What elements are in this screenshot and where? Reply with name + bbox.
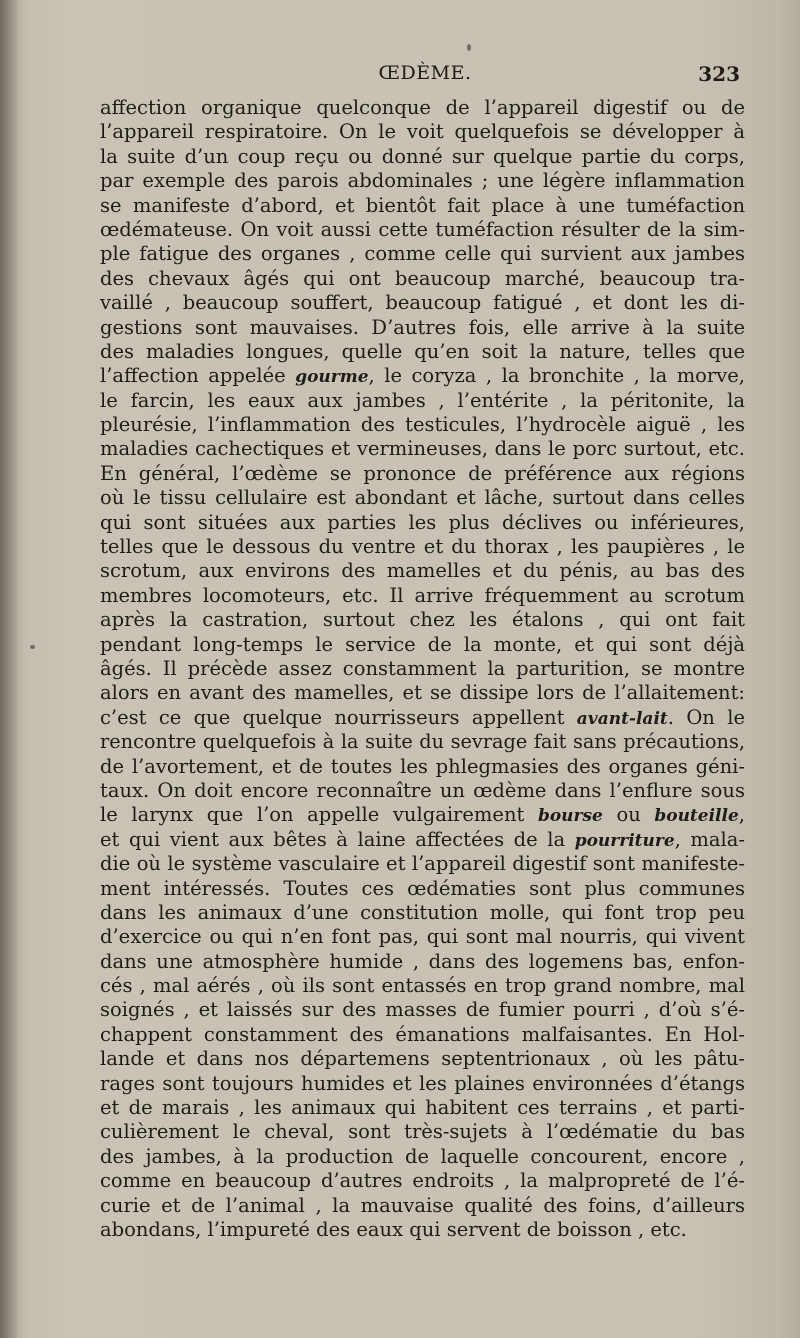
text-segment: et de marais , les animaux qui habitent ces terrains , et parti- [100, 1096, 745, 1120]
text-line [100, 1072, 745, 1096]
text-segment: membres locomoteurs, etc. Il arrive fréquemment au scrotum [100, 583, 745, 607]
text-line [100, 291, 745, 315]
text-segment: taux. On doit encore reconnaître un œdème dans l’enflure sous [100, 778, 745, 802]
text-segment: l’affection appelée [100, 364, 296, 388]
text-segment: c’est ce que quelque nourrisseurs appellent [100, 705, 577, 729]
text-segment: le larynx que l’on appelle vulgairement [100, 803, 538, 827]
text-segment: culièrement le cheval, sont très-sujets à l’œdématie du bas [100, 1120, 745, 1144]
text-segment: ment intéressés. Toutes ces œdématies sont plus communes [100, 876, 745, 900]
text-segment: des maladies longues, quelle qu’en soit la nature, telles que [100, 339, 745, 363]
page-number: 323 [698, 62, 740, 86]
text-line [100, 511, 745, 535]
text-segment: âgés. Il précède assez constamment la parturition, se montre [100, 656, 745, 680]
text-line [100, 364, 745, 388]
text-segment: maladies cachectiques et vermineuses, dans le porc surtout, etc. [100, 437, 745, 461]
ink-speck [467, 44, 471, 51]
text-segment: des jambes, à la production de laquelle concourent, encore , [100, 1144, 745, 1168]
text-line [100, 706, 745, 730]
text-segment: alors en avant des mamelles, et se dissipe lors de l’allaitement: [100, 681, 745, 705]
text-segment: qui sont situées aux parties les plus déclives ou inférieures, [100, 510, 745, 534]
text-line [100, 316, 745, 340]
text-line [100, 828, 745, 852]
text-line [100, 1218, 745, 1242]
text-segment: dans une atmosphère humide , dans des logemens bas, enfon- [100, 949, 745, 973]
text-line [100, 1096, 745, 1120]
text-segment: de l’avortement, et de toutes les phlegmasies des organes géni- [100, 754, 745, 778]
text-line [100, 852, 745, 876]
text-line [100, 145, 745, 169]
text-line [100, 925, 745, 949]
text-segment: die où le système vasculaire et l’appareil digestif sont manifeste- [100, 852, 745, 876]
text-line [100, 120, 745, 144]
text-line [100, 877, 745, 901]
text-line [100, 998, 745, 1022]
text-line [100, 779, 745, 803]
italic-term: pourriture [574, 830, 675, 851]
text-segment: , le coryza , la bronchite , la morve, [368, 364, 745, 388]
text-line [100, 608, 745, 632]
text-segment: des chevaux âgés qui ont beaucoup marché, beaucoup tra- [100, 266, 745, 290]
text-line [100, 950, 745, 974]
text-line [100, 559, 745, 583]
text-segment: lande et dans nos départemens septentrionaux , où les pâtu- [100, 1047, 745, 1071]
text-line [100, 901, 745, 925]
binding-edge [0, 0, 18, 1338]
text-segment: par exemple des parois abdominales ; une légère inflammation [100, 169, 745, 193]
text-line [100, 681, 745, 705]
text-line [100, 1047, 745, 1071]
text-line [100, 974, 745, 998]
text-line [100, 96, 745, 120]
text-line [100, 267, 745, 291]
text-segment: le farcin, les eaux aux jambes , l’entérite , la péritonite, la [100, 388, 745, 412]
text-segment: œdémateuse. On voit aussi cette tuméfaction résulter de la sim- [100, 217, 745, 241]
running-title: ŒDÈME. [378, 62, 472, 84]
text-segment: et qui vient aux bêtes à laine affectées de la [100, 827, 575, 851]
text-line [100, 1120, 745, 1144]
italic-term: avant-lait [576, 708, 668, 729]
text-line [100, 194, 745, 218]
text-segment: affection organique quelconque de l’appareil digestif ou de [100, 96, 745, 119]
text-segment: pendant long-temps le service de la monte, et qui sont déjà [100, 632, 745, 656]
text-segment: gestions sont mauvaises. D’autres fois, elle arrive à la suite [100, 315, 745, 339]
text-line [100, 1194, 745, 1218]
text-segment: abondans, l’impureté des eaux qui servent de boisson , etc. [100, 1217, 687, 1241]
text-segment: d’exercice ou qui n’en font pas, qui sont mal nourris, qui vivent [100, 925, 745, 949]
text-segment: chappent constamment des émanations malfaisantes. En Hol- [100, 1022, 745, 1046]
text-segment: comme en beaucoup d’autres endroits , la malpropreté de l’é- [100, 1169, 745, 1193]
text-line [100, 633, 745, 657]
italic-term: bouteille [654, 806, 739, 827]
text-segment: ou [602, 803, 655, 827]
text-line [100, 1145, 745, 1169]
text-segment: pleurésie, l’inflammation des testicules, l’hydrocèle aiguë , les [100, 413, 745, 437]
text-segment: la suite d’un coup reçu ou donné sur quelque partie du corps, [100, 144, 745, 168]
text-segment: où le tissu cellulaire est abondant et lâche, surtout dans celles [100, 486, 745, 510]
text-line [100, 730, 745, 754]
text-line [100, 218, 745, 242]
text-segment: . On le [667, 705, 745, 729]
text-segment: rages sont toujours humides et les plaines environnées d’étangs [100, 1071, 745, 1095]
text-segment: , mala- [674, 827, 745, 851]
text-segment: se manifeste d’abord, et bientôt fait place à une tuméfaction [100, 193, 745, 217]
text-line [100, 486, 745, 510]
text-line [100, 803, 745, 827]
text-segment: l’appareil respiratoire. On le voit quelquefois se développer à [100, 120, 745, 144]
text-line [100, 755, 745, 779]
text-segment: , [738, 803, 745, 827]
text-line [100, 340, 745, 364]
text-segment: cés , mal aérés , où ils sont entassés en trop grand nombre, mal [100, 974, 745, 998]
text-segment: En général, l’œdème se prononce de préférence aux régions [100, 461, 745, 485]
text-line [100, 584, 745, 608]
text-line [100, 462, 745, 486]
text-segment: rencontre quelquefois à la suite du sevrage fait sans précautions, [100, 730, 745, 754]
text-line [100, 413, 745, 437]
text-line [100, 657, 745, 681]
text-line [100, 242, 745, 266]
text-segment: dans les animaux d’une constitution molle, qui font trop peu [100, 900, 745, 924]
text-segment: vaillé , beaucoup souffert, beaucoup fatigué , et dont les di- [100, 291, 745, 315]
text-line [100, 1169, 745, 1193]
text-segment: scrotum, aux environs des mamelles et du pénis, au bas des [100, 559, 745, 583]
body-text [100, 96, 745, 1242]
ink-speck [30, 645, 35, 649]
text-line [100, 437, 745, 461]
text-line [100, 169, 745, 193]
text-line [100, 389, 745, 413]
text-segment: ple fatigue des organes , comme celle qui survient aux jambes [100, 242, 745, 266]
running-head [110, 60, 740, 90]
text-segment: telles que le dessous du ventre et du thorax , les paupières , le [100, 535, 745, 559]
italic-term: bourse [537, 806, 603, 827]
text-line [100, 1023, 745, 1047]
text-segment: soignés , et laissés sur des masses de fumier pourri , d’où s’é- [100, 998, 745, 1022]
text-line [100, 535, 745, 559]
text-segment: après la castration, surtout chez les étalons , qui ont fait [100, 608, 745, 632]
text-segment: curie et de l’animal , la mauvaise qualité des foins, d’ailleurs [100, 1193, 745, 1217]
italic-term: gourme [295, 367, 369, 388]
